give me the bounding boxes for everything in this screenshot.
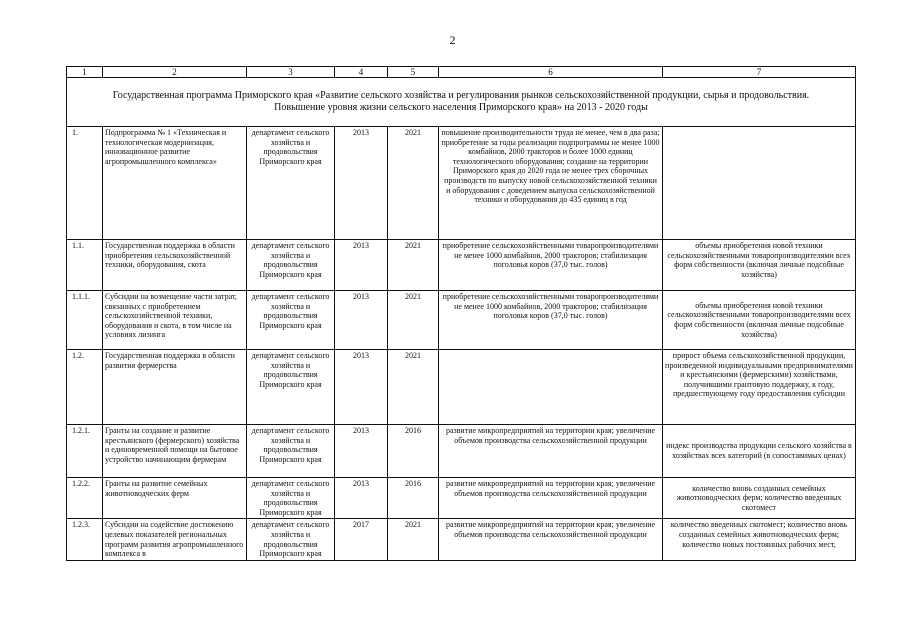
column-number: 3 bbox=[247, 67, 335, 78]
column-number: 1 bbox=[67, 67, 103, 78]
start-year: 2013 bbox=[335, 240, 388, 291]
column-number: 5 bbox=[388, 67, 439, 78]
row-number: 1.1.1. bbox=[67, 291, 103, 350]
indicator: индекс производства продукции сельского хозяйства в хозяйствах всех категорий (в сопоставимых ценах) bbox=[663, 425, 856, 478]
activity-name: Государственная поддержка в области приобретения сельскохозяйственной техники, оборудования, скота bbox=[103, 240, 247, 291]
start-year: 2013 bbox=[335, 425, 388, 478]
expected-result: приобретение сельскохозяйственными товаропроизводителями не менее 1000 комбайнов, 2000 тракторов; стабилизация поголовья коров (37,0 тыс. голов) bbox=[439, 240, 663, 291]
start-year: 2013 bbox=[335, 291, 388, 350]
program-table bbox=[66, 66, 856, 561]
column-number-row bbox=[67, 67, 856, 78]
executor: департамент сельского хозяйства и продовольствия Приморского края bbox=[247, 127, 335, 240]
expected-result: приобретение сельскохозяйственными товаропроизводителями не менее 1000 комбайнов, 2000 тракторов; стабилизация поголовья коров (37,0 тыс. голов) bbox=[439, 291, 663, 350]
indicator: количество введенных скотомест; количество вновь созданных семейных животноводческих ферм; количество новых постоянных рабочих мест, bbox=[663, 519, 856, 560]
executor: департамент сельского хозяйства и продовольствия Приморского края bbox=[247, 240, 335, 291]
executor: департамент сельского хозяйства и продовольствия Приморского края bbox=[247, 425, 335, 478]
expected-result bbox=[439, 350, 663, 425]
end-year: 2021 bbox=[388, 240, 439, 291]
table-row bbox=[67, 478, 856, 519]
indicator: количество вновь созданных семейных животноводческих ферм; количество введенных скотомест bbox=[663, 478, 856, 519]
expected-result: повышение производительности труда не менее, чем в два раза; приобретение за годы реализации подпрограммы не менее 1000 комбайнов, 2000 тракторов и более 1000 единиц технологического оборудования; создание на территории Приморского края до 2020 года не менее трех сборочных производств по выпуску новой сельскохозяйственной техники и оборудования с доведением выпуска сельскохозяйственной техники и оборудования до 435 единиц в год bbox=[439, 127, 663, 240]
executor: департамент сельского хозяйства и продовольствия Приморского края bbox=[247, 350, 335, 425]
row-number: 1.2. bbox=[67, 350, 103, 425]
start-year: 2013 bbox=[335, 350, 388, 425]
row-number: 1.1. bbox=[67, 240, 103, 291]
activity-name: Подпрограмма № 1 «Техническая и технологическая модернизация, инновационное развитие агропромышленного комплекса» bbox=[103, 127, 247, 240]
table-row bbox=[67, 240, 856, 291]
column-number: 6 bbox=[439, 67, 663, 78]
row-number: 1. bbox=[67, 127, 103, 240]
table-row bbox=[67, 127, 856, 240]
executor: департамент сельского хозяйства и продовольствия Приморского края bbox=[247, 478, 335, 519]
activity-name: Субсидии на содействие достижению целевых показателей региональных программ развития агропромышленного комплекса в bbox=[103, 519, 247, 560]
activity-name: Гранты на развитие семейных животноводческих ферм bbox=[103, 478, 247, 519]
row-number: 1.2.1. bbox=[67, 425, 103, 478]
column-number: 7 bbox=[663, 67, 856, 78]
start-year: 2013 bbox=[335, 127, 388, 240]
program-title: Государственная программа Приморского края «Развитие сельского хозяйства и регулирования рынков сельскохозяйственной продукции, сырья и продовольствия. Повышение уровня жизни сельского населения Приморского края» на 2013 - 2020 годы bbox=[67, 78, 856, 127]
start-year: 2013 bbox=[335, 478, 388, 519]
table-row bbox=[67, 425, 856, 478]
column-number: 4 bbox=[335, 67, 388, 78]
start-year: 2017 bbox=[335, 519, 388, 560]
column-number: 2 bbox=[103, 67, 247, 78]
end-year: 2021 bbox=[388, 519, 439, 560]
row-number: 1.2.3. bbox=[67, 519, 103, 560]
indicator: объемы приобретения новой техники сельскохозяйственными товаропроизводителями всех форм собственности (включая личные подсобные хозяйства) bbox=[663, 291, 856, 350]
table-row bbox=[67, 350, 856, 425]
indicator: прирост объема сельскохозяйственной продукции, произведенной индивидуальными предпринимателями и крестьянскими (фермерскими) хозяйствами, получившими грантовую поддержку, к году, предшествующему году предоставления субсидии bbox=[663, 350, 856, 425]
end-year: 2021 bbox=[388, 127, 439, 240]
end-year: 2016 bbox=[388, 478, 439, 519]
activity-name: Гранты на создание и развитие крестьянского (фермерского) хозяйства и единовременной помощи на бытовое устройство начинающим фермерам bbox=[103, 425, 247, 478]
page-number: 2 bbox=[449, 33, 456, 47]
end-year: 2021 bbox=[388, 291, 439, 350]
expected-result: развитие микропредприятий на территории края; увеличение объемов производства сельскохозяйственной продукции bbox=[439, 519, 663, 560]
executor: департамент сельского хозяйства и продовольствия Приморского края bbox=[247, 519, 335, 560]
table-row bbox=[67, 291, 856, 350]
end-year: 2016 bbox=[388, 425, 439, 478]
executor: департамент сельского хозяйства и продовольствия Приморского края bbox=[247, 291, 335, 350]
end-year: 2021 bbox=[388, 350, 439, 425]
activity-name: Субсидии на возмещение части затрат, связанных с приобретением сельскохозяйственной техники, оборудования и скота, в том числе на условиях лизинга bbox=[103, 291, 247, 350]
expected-result: развитие микропредприятий на территории края; увеличение объемов производства сельскохозяйственной продукции bbox=[439, 425, 663, 478]
indicator bbox=[663, 127, 856, 240]
expected-result: развитие микропредприятий на территории края; увеличение объемов производства сельскохозяйственной продукции bbox=[439, 478, 663, 519]
table-row bbox=[67, 519, 856, 560]
indicator: объемы приобретения новой техники сельскохозяйственными товаропроизводителями всех форм собственности (включая личные подсобные хозяйства) bbox=[663, 240, 856, 291]
program-title-row bbox=[67, 78, 856, 127]
activity-name: Государственная поддержка в области развития фермерства bbox=[103, 350, 247, 425]
row-number: 1.2.2. bbox=[67, 478, 103, 519]
